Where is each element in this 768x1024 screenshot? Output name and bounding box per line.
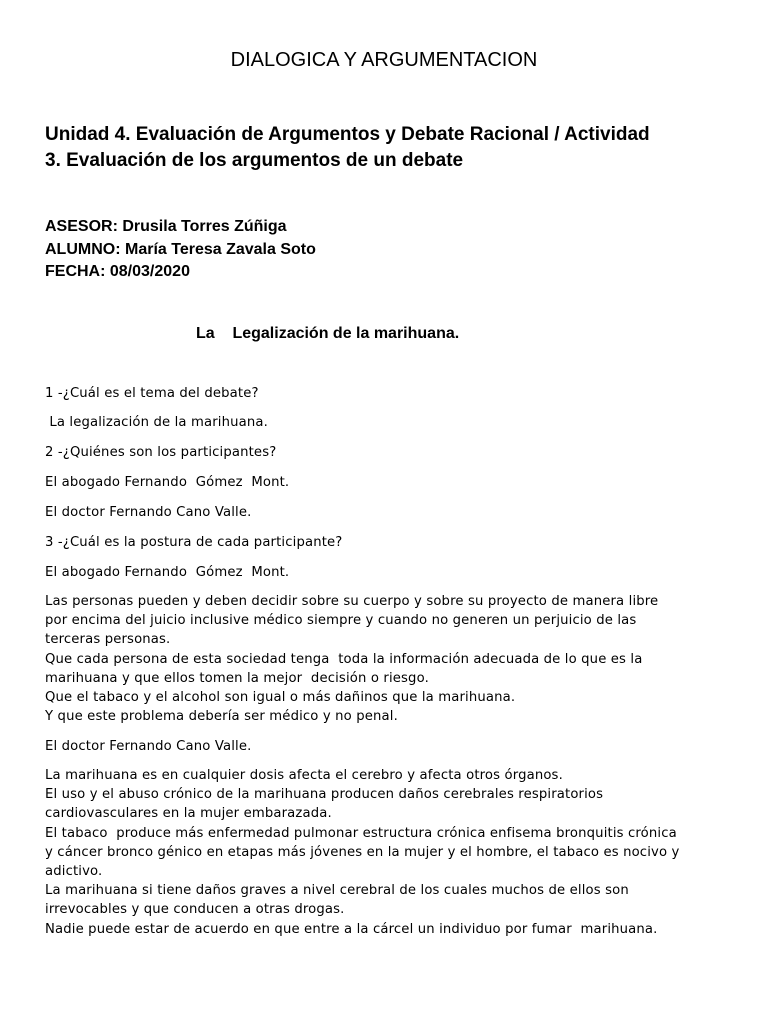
asesor-value: Drusila Torres Zúñiga [117, 218, 287, 235]
abogado-postura-line: Que cada persona de esta sociedad tenga toda la información adecuada de lo que es la [45, 651, 643, 667]
abogado-postura-line: marihuana y que ellos tomen la mejor decisión o riesgo. [45, 670, 429, 686]
doctor-postura [45, 766, 735, 939]
abogado-postura [45, 592, 735, 726]
abogado-postura-line: Y que este problema debería ser médico y no penal. [45, 709, 398, 725]
alumno-label: ALUMNO: [45, 240, 121, 258]
alumno-row [45, 239, 645, 262]
doctor-postura-line: La marihuana si tiene daños graves a nivel cerebral de los cuales muchos de ellos son [45, 883, 629, 899]
asesor-row [45, 216, 645, 239]
question-2: 2 -¿Quiénes son los participantes? [45, 445, 277, 460]
topic-title: La Legalización de la marihuana. [196, 325, 460, 342]
unit-heading-line-2: 3. Evaluación de los argumentos de un debate [45, 150, 464, 171]
question-1: 1 -¿Cuál es el tema del debate? [45, 386, 259, 401]
participant-doctor: El doctor Fernando Cano Valle. [45, 505, 252, 520]
author-info [45, 216, 645, 284]
unit-heading-line-1: Unidad 4. Evaluación de Argumentos y Debate Racional / Actividad [45, 124, 650, 145]
fecha-label: FECHA: [45, 263, 106, 280]
doctor-postura-line: La marihuana es en cualquier dosis afecta el cerebro y afecta otros órganos. [45, 768, 563, 783]
doctor-postura-line: Nadie puede estar de acuerdo en que entre a la cárcel un individuo por fumar marihuana. [45, 921, 658, 937]
doctor-postura-line: y cáncer bronco génico en etapas más jóvenes en la mujer y el hombre, el tabaco es nocivo y [45, 844, 680, 860]
participant-abogado: El abogado Fernando Gómez Mont. [45, 475, 290, 490]
abogado-postura-line: por encima del juicio inclusive médico siempre y cuando no generen un perjuicio de las [45, 613, 637, 629]
abogado-postura-line: terceras personas. [45, 632, 171, 648]
doctor-postura-line: cardiovasculares en la mujer embarazada. [45, 806, 332, 822]
abogado-postura-line: Que el tabaco y el alcohol son igual o más dañinos que la marihuana. [45, 690, 516, 706]
question-3: 3 -¿Cuál es la postura de cada participante? [45, 535, 343, 550]
doctor-postura-line: El uso y el abuso crónico de la marihuana producen daños cerebrales respiratorios [45, 787, 604, 803]
abogado-postura-line: Las personas pueden y deben decidir sobre su cuerpo y sobre su proyecto de manera libre [45, 594, 659, 609]
answer-1: La legalización de la marihuana. [45, 415, 268, 430]
asesor-label: ASESOR: [45, 218, 118, 235]
doctor-postura-line: adictivo. [45, 864, 103, 880]
unit-heading [45, 122, 745, 174]
document-title: DIALOGICA Y ARGUMENTACION [230, 49, 538, 71]
abogado-heading: El abogado Fernando Gómez Mont. [45, 565, 290, 580]
alumno-value: María Teresa Zavala Soto [120, 240, 316, 258]
fecha-row [45, 261, 645, 284]
fecha-value: 08/03/2020 [105, 263, 190, 280]
doctor-heading: El doctor Fernando Cano Valle. [45, 739, 252, 754]
doctor-postura-line: irrevocables y que conducen a otras drogas. [45, 902, 345, 918]
doctor-postura-line: El tabaco produce más enfermedad pulmonar estructura crónica enfisema bronquitis crónica [45, 825, 677, 841]
